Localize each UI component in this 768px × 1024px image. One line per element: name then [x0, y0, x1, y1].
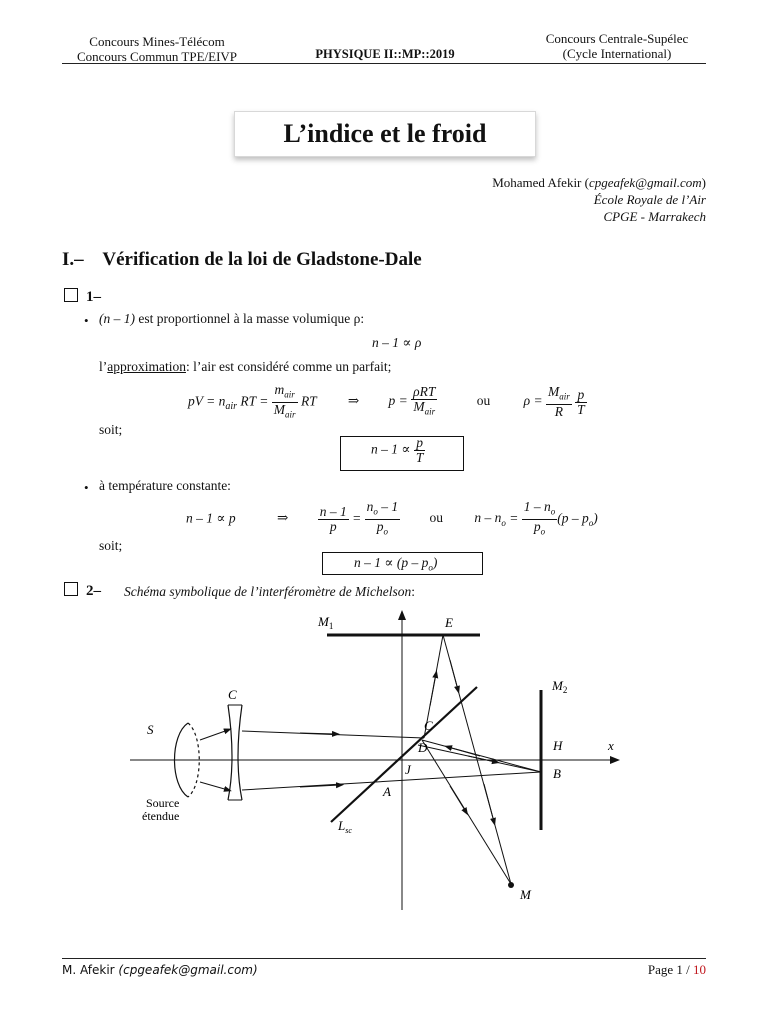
footer-page	[648, 962, 706, 978]
ray-in-lower	[200, 782, 228, 790]
label-m: M	[520, 887, 531, 902]
sub-o: o	[383, 526, 388, 537]
sub-o: o	[428, 562, 433, 573]
beam-splitter	[331, 687, 477, 822]
eq3-frac2-tail: – 1	[377, 499, 399, 514]
label-d: D	[418, 740, 428, 755]
ray-to-m-arrow	[484, 784, 494, 822]
author-school: École Royale de l’Air	[593, 192, 706, 207]
vertical-axis-arrow-icon	[398, 610, 406, 620]
bullet-icon: •	[84, 313, 89, 328]
eq2-frac3: $\frac{M_{air}}{R}$	[547, 384, 570, 420]
soit-1: soit;	[99, 422, 123, 437]
q2-caption-colon: :	[411, 584, 416, 599]
ray-d-to-m	[422, 740, 511, 884]
eq3-right-pre: n – n	[474, 510, 502, 526]
eq2-rho: ρ =	[523, 393, 543, 409]
eq2-frac1-num: m	[274, 382, 285, 397]
bullet-icon: •	[84, 480, 89, 495]
header-left-line1: Concours Mines-Télécom	[89, 34, 225, 49]
eq2-frac3-den: R	[554, 404, 563, 420]
section-title-text: Vérification de la loi de Gladstone-Dale	[102, 249, 422, 270]
label-h: H	[553, 738, 563, 753]
ray-upper-main	[242, 731, 424, 738]
eq3-eq: =	[352, 510, 362, 526]
author-line: Mohamed Afekir (cpgeafek@gmail.com)	[492, 175, 706, 190]
eq2-frac2-num: ρRT	[413, 384, 436, 400]
label-e: E	[445, 615, 453, 630]
page-title: L’indice et le froid	[234, 111, 536, 157]
ray-c-to-e-arrow	[430, 674, 436, 706]
label-m2: $M_2$	[552, 678, 568, 695]
eq2-sub-air: air	[225, 400, 238, 412]
ray-e-down-arrow	[450, 660, 458, 690]
header-left-line2: Concours Commun TPE/EIVP	[76, 49, 238, 64]
eq2-rt: RT =	[240, 393, 269, 409]
ray-b-to-d	[422, 740, 541, 772]
footer-page-text: Page 1 /	[647, 962, 693, 977]
footer-page-total: 10	[693, 962, 706, 977]
label-lsc: $L_{sc}$	[338, 818, 352, 835]
arrow-icon: ⇒	[277, 510, 289, 526]
eq3-frac3-num: 1 – n	[523, 499, 551, 514]
sub-o: o	[588, 517, 594, 528]
sub-o: o	[540, 526, 546, 537]
footer-name: M. Afekir	[62, 963, 115, 977]
eq3-frac3-den: p	[533, 518, 541, 534]
eq2-frac2-den: M	[413, 399, 425, 415]
eq2-left: pV = n	[188, 393, 226, 409]
lens-right-edge	[238, 705, 242, 800]
eq3-frac1-den: p	[329, 518, 337, 534]
sub-o: o	[550, 506, 556, 517]
eq2-ou: ou	[476, 393, 491, 409]
box2-end: )	[432, 555, 438, 570]
eq2-p: p =	[388, 393, 408, 409]
x-axis-arrow-icon	[610, 756, 620, 764]
label-a: A	[383, 784, 391, 799]
eq2-frac3-num: M	[547, 384, 560, 400]
box1-num: p	[414, 436, 426, 451]
eq2-frac1: $\frac{m_{air}}{M_{air}}$	[273, 382, 296, 420]
box1-den: T	[415, 450, 424, 465]
bullet1-body: est proportionnel à la masse volumique ρ:	[135, 311, 365, 326]
bullet1-math: (n – 1)	[99, 311, 135, 326]
footer-rule	[62, 958, 706, 959]
arrow-icon: ⇒	[347, 393, 360, 409]
sub-o: o	[501, 517, 506, 528]
soit-2: soit;	[99, 538, 123, 553]
ray-lower-main	[242, 772, 541, 790]
footer-left	[62, 963, 258, 977]
eq3-frac2-num: n	[366, 499, 374, 514]
eq3-ou: ou	[429, 510, 443, 526]
eq3-right-eq: =	[509, 510, 519, 526]
label-j: J	[405, 762, 411, 777]
author-email: cpgeafek@gmail.com	[588, 175, 702, 190]
eq3-tail-end: )	[593, 510, 598, 526]
section-number: I.–	[62, 249, 84, 270]
label-m1: $M_1$	[318, 614, 334, 631]
label-source-line1: Source	[146, 796, 180, 810]
header-right-line2: (Cycle International)	[562, 46, 672, 61]
approx-text: : l’air est considéré comme un parfait;	[185, 359, 392, 374]
eq3-tail: (p – p	[557, 510, 589, 526]
eq3-frac1-num: n – 1	[319, 503, 347, 519]
ray-in-upper	[200, 730, 228, 740]
header-right-line1: Concours Centrale-Supélec	[545, 31, 689, 46]
box2-text: n – 1 ∝ (p – p	[354, 555, 429, 570]
label-lens-c: C	[228, 687, 237, 702]
approx-line: l’approximation: l’air est considéré comme un parfait;	[99, 359, 392, 374]
eq2-frac4-den: T	[577, 401, 585, 417]
footer-email: (cpgeafek@gmail.com)	[118, 963, 258, 977]
header-center: PHYSIQUE II::MP::2019	[315, 47, 455, 61]
eq2-rt2: RT	[300, 393, 317, 409]
eq2-frac2: $\frac{\text{ρRT}}{M_{air}}$	[413, 384, 436, 418]
label-x: x	[608, 738, 614, 753]
sub-o: o	[373, 506, 378, 517]
question-2-label: 2–	[86, 583, 101, 599]
label-s: S	[147, 722, 154, 737]
eq3-left: n – 1 ∝ p	[186, 510, 236, 526]
bullet2-text: à température constante:	[99, 478, 231, 493]
label-c: C	[424, 718, 433, 733]
author-name: Mohamed Afekir	[492, 175, 582, 190]
label-source-line2: étendue	[142, 809, 180, 823]
ray-d-to-m-arrow	[450, 786, 466, 812]
box1-left: n – 1 ∝	[371, 441, 411, 457]
eq3-frac2-den: p	[376, 518, 384, 534]
approx-word: approximation	[107, 359, 186, 374]
lens-left-edge	[228, 705, 232, 800]
author-place: CPGE - Marrakech	[603, 209, 706, 224]
point-m	[508, 882, 514, 888]
q2-caption-text: Schéma symbolique de l’interféromètre de Michelson	[124, 584, 412, 599]
label-b: B	[553, 766, 561, 781]
question-1-label: 1–	[86, 289, 101, 305]
eq1: n – 1 ∝ ρ	[372, 335, 422, 350]
eq2-frac1-den: M	[273, 401, 286, 417]
eq2-frac4-num: p	[575, 388, 587, 403]
